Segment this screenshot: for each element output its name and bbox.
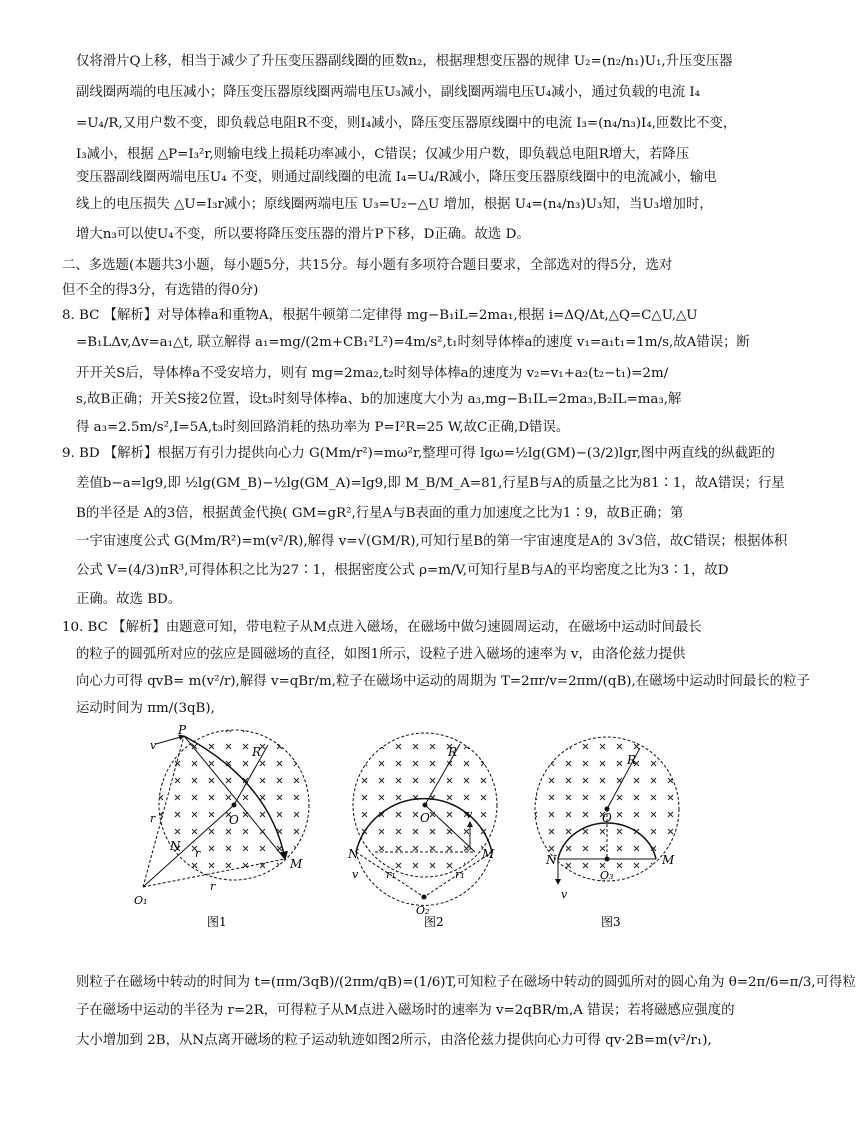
fig2-label: M xyxy=(482,847,495,861)
figure-2 xyxy=(347,733,497,917)
text-line: 副线圈两端的电压减小；降压变压器原线圈两端电压U₃减小，副线圈两端电压U₄减小，通过负载的电流 I₄ xyxy=(76,85,701,100)
q10-line: 10. BC 【解析】由题意可知，带电粒子从M点进入磁场，在磁场中做匀速圆周运动，在磁场中运动时间最长 xyxy=(62,620,702,635)
text-line: 则粒子在磁场中转动的时间为 t=(πm/3qB)/(2πm/qB)=(1/6)T,可知粒子在磁场中转动的圆弧所对的圆心角为 θ=2π/6=π/3,可得粒 xyxy=(76,975,856,990)
figure-3 xyxy=(535,737,679,901)
fig1-label: r xyxy=(195,847,201,860)
q8-line: 开开关S后，导体棒a不受安培力，则有 mg=2ma₂,t₂时刻导体棒a的速度为 v₂=v₁+a₂(t₂−t₁)=2m/ xyxy=(76,366,669,381)
fig2-label: O xyxy=(420,811,430,825)
fig3-label: M xyxy=(662,853,675,867)
fig1-label: r xyxy=(150,812,156,825)
q9-line: 公式 V=(4/3)πR³,可得体积之比为27∶1，根据密度公式 ρ=m/V,可知行星B与A的平均密度之比为3∶1，故D xyxy=(76,563,729,578)
q8-line: 8. BC 【解析】对导体棒a和重物A，根据牛顿第二定律得 mg−B₁iL=2ma₁,根据 i=ΔQ/Δt,△Q=C△U,△U xyxy=(62,308,698,323)
fig1-label: O₁ xyxy=(134,894,148,907)
fig1-label: r xyxy=(210,880,216,893)
q9-line: B的半径是 A的3倍，根据黄金代换( GM=gR²,行星A与B表面的重力加速度之比为1∶9，故B正确；第 xyxy=(76,506,684,521)
section-heading: 但不全的得3分，有选错的得0分) xyxy=(62,283,259,298)
q9-line: 差值b−a=lg9,即 ½lg(GM_B)−½lg(GM_A)=lg9,即 M_B/M_A=81,行星B与A的质量之比为81∶1，故A错误；行星 xyxy=(76,476,785,491)
fig2-label: v xyxy=(352,868,359,881)
fig3-label: O₃ xyxy=(600,869,614,882)
q8-line: s,故B正确；开关S接2位置，设t₃时刻导体棒a、b的加速度大小为 a₃,mg−B₁IL=2ma₃,B₂IL=ma₃,解 xyxy=(76,392,682,407)
fig1-label: M xyxy=(290,857,303,871)
text-line: =U₄/R,又用户数不变，即负载总电阻R不变，则I₄减小，降压变压器原线圈中的电流 I₃=(n₄/n₃)I₄,匝数比不变， xyxy=(76,116,737,131)
fig3-caption: 图3 xyxy=(601,915,621,929)
fig3-label: v xyxy=(561,888,568,901)
q8-line: =B₁LΔv,Δv=a₁△t, 联立解得 a₁=mg/(2m+CB₁²L²)=4m/s²,t₁时刻导体棒a的速度 v₁=a₁t₁=1m/s,故A错误；断 xyxy=(76,335,750,350)
q9-line: 正确。故选 BD。 xyxy=(76,592,182,607)
fig1-label: R xyxy=(252,745,262,759)
text-line: 变压器副线圈两端电压U₄ 不变，则通过副线圈的电流 I₄=U₄/R减小，降压变压器原线圈中的电流减小，输电 xyxy=(76,170,717,185)
text-line: 增大n₃可以使U₄不变，所以要将降压变压器的滑片P下移，D正确。故选 D。 xyxy=(76,227,530,242)
fig3-label: O xyxy=(602,811,612,825)
q10-line: 运动时间为 πm/(3qB), xyxy=(76,701,215,716)
q10-line: 向心力可得 qvB= m(v²/r),解得 v=qBr/m,粒子在磁场中运动的周期为 T=2πr/v=2πm/(qB),在磁场中运动时间最长的粒子 xyxy=(76,674,810,689)
text-line: 仅将滑片Q上移，相当于减少了升压变压器副线圈的匝数n₂，根据理想变压器的规律 U₂=(n₂/n₁)U₁,升压变压器 xyxy=(76,54,733,69)
fig1-label: O xyxy=(229,813,239,827)
fig1-label: P xyxy=(178,723,187,737)
text-line: 线上的电压损失 △U=I₃r减小；原线圈两端电压 U₃=U₂−△U 增加，根据 U₄=(n₄/n₃)U₃知，当U₃增加时， xyxy=(76,197,713,212)
section-heading: 二、多选题(本题共3小题，每小题5分，共15分。每小题有多项符合题目要求，全部选对的得5分，选对 xyxy=(62,258,673,273)
fig1-label: v xyxy=(150,739,157,752)
fig2-label: N xyxy=(348,847,359,861)
q10-line: 的粒子的圆弧所对应的弦应是圆磁场的直径，如图1所示，设粒子进入磁场的速率为 v，由洛伦兹力提供 xyxy=(76,647,686,662)
text-line: I₃减小，根据 △P=I₃²r,则输电线上损耗功率减小，C错误；仅减少用户数，即负载总电阻R增大，若降压 xyxy=(76,147,690,162)
q9-line: 一宇宙速度公式 G(Mm/R²)=m(v²/R),解得 v=√(GM/R),可知行星B的第一宇宙速度是A的 3√3倍，故C错误；根据体积 xyxy=(76,534,788,549)
fig2-label: v xyxy=(466,808,473,821)
figure-1 xyxy=(134,723,309,907)
text-line: 子在磁场中运动的半径为 r=2R，可得粒子从M点进入磁场时的速率为 v=2qBR/m,A 错误；若将磁感应强度的 xyxy=(76,1003,735,1018)
fig2-label: O₂ xyxy=(416,904,430,917)
fig2-label: R xyxy=(448,745,458,759)
fig2-label: r₁ xyxy=(455,868,465,881)
fig2-label: r₁ xyxy=(386,868,396,881)
fig1-label: N xyxy=(170,839,181,853)
fig3-label: R xyxy=(627,753,637,767)
fig1-caption: 图1 xyxy=(207,915,227,929)
fig2-caption: 图2 xyxy=(424,915,444,929)
text-line: 大小增加到 2B，从N点离开磁场的粒子运动轨迹如图2所示，由洛伦兹力提供向心力可得 qv·2B=m(v²/r₁), xyxy=(76,1033,712,1048)
q9-line: 9. BD 【解析】根据万有引力提供向心力 G(Mm/r²)=mω²r,整理可得 lgω=½lg(GM)−(3/2)lgr,图中两直线的纵截距的 xyxy=(62,446,775,461)
fig3-label: N xyxy=(546,853,557,867)
q8-line: 得 a₃=2.5m/s²,I=5A,t₃时刻回路消耗的热功率为 P=I²R=25 W,故C正确,D错误。 xyxy=(76,420,570,435)
figures-svg xyxy=(0,722,793,942)
